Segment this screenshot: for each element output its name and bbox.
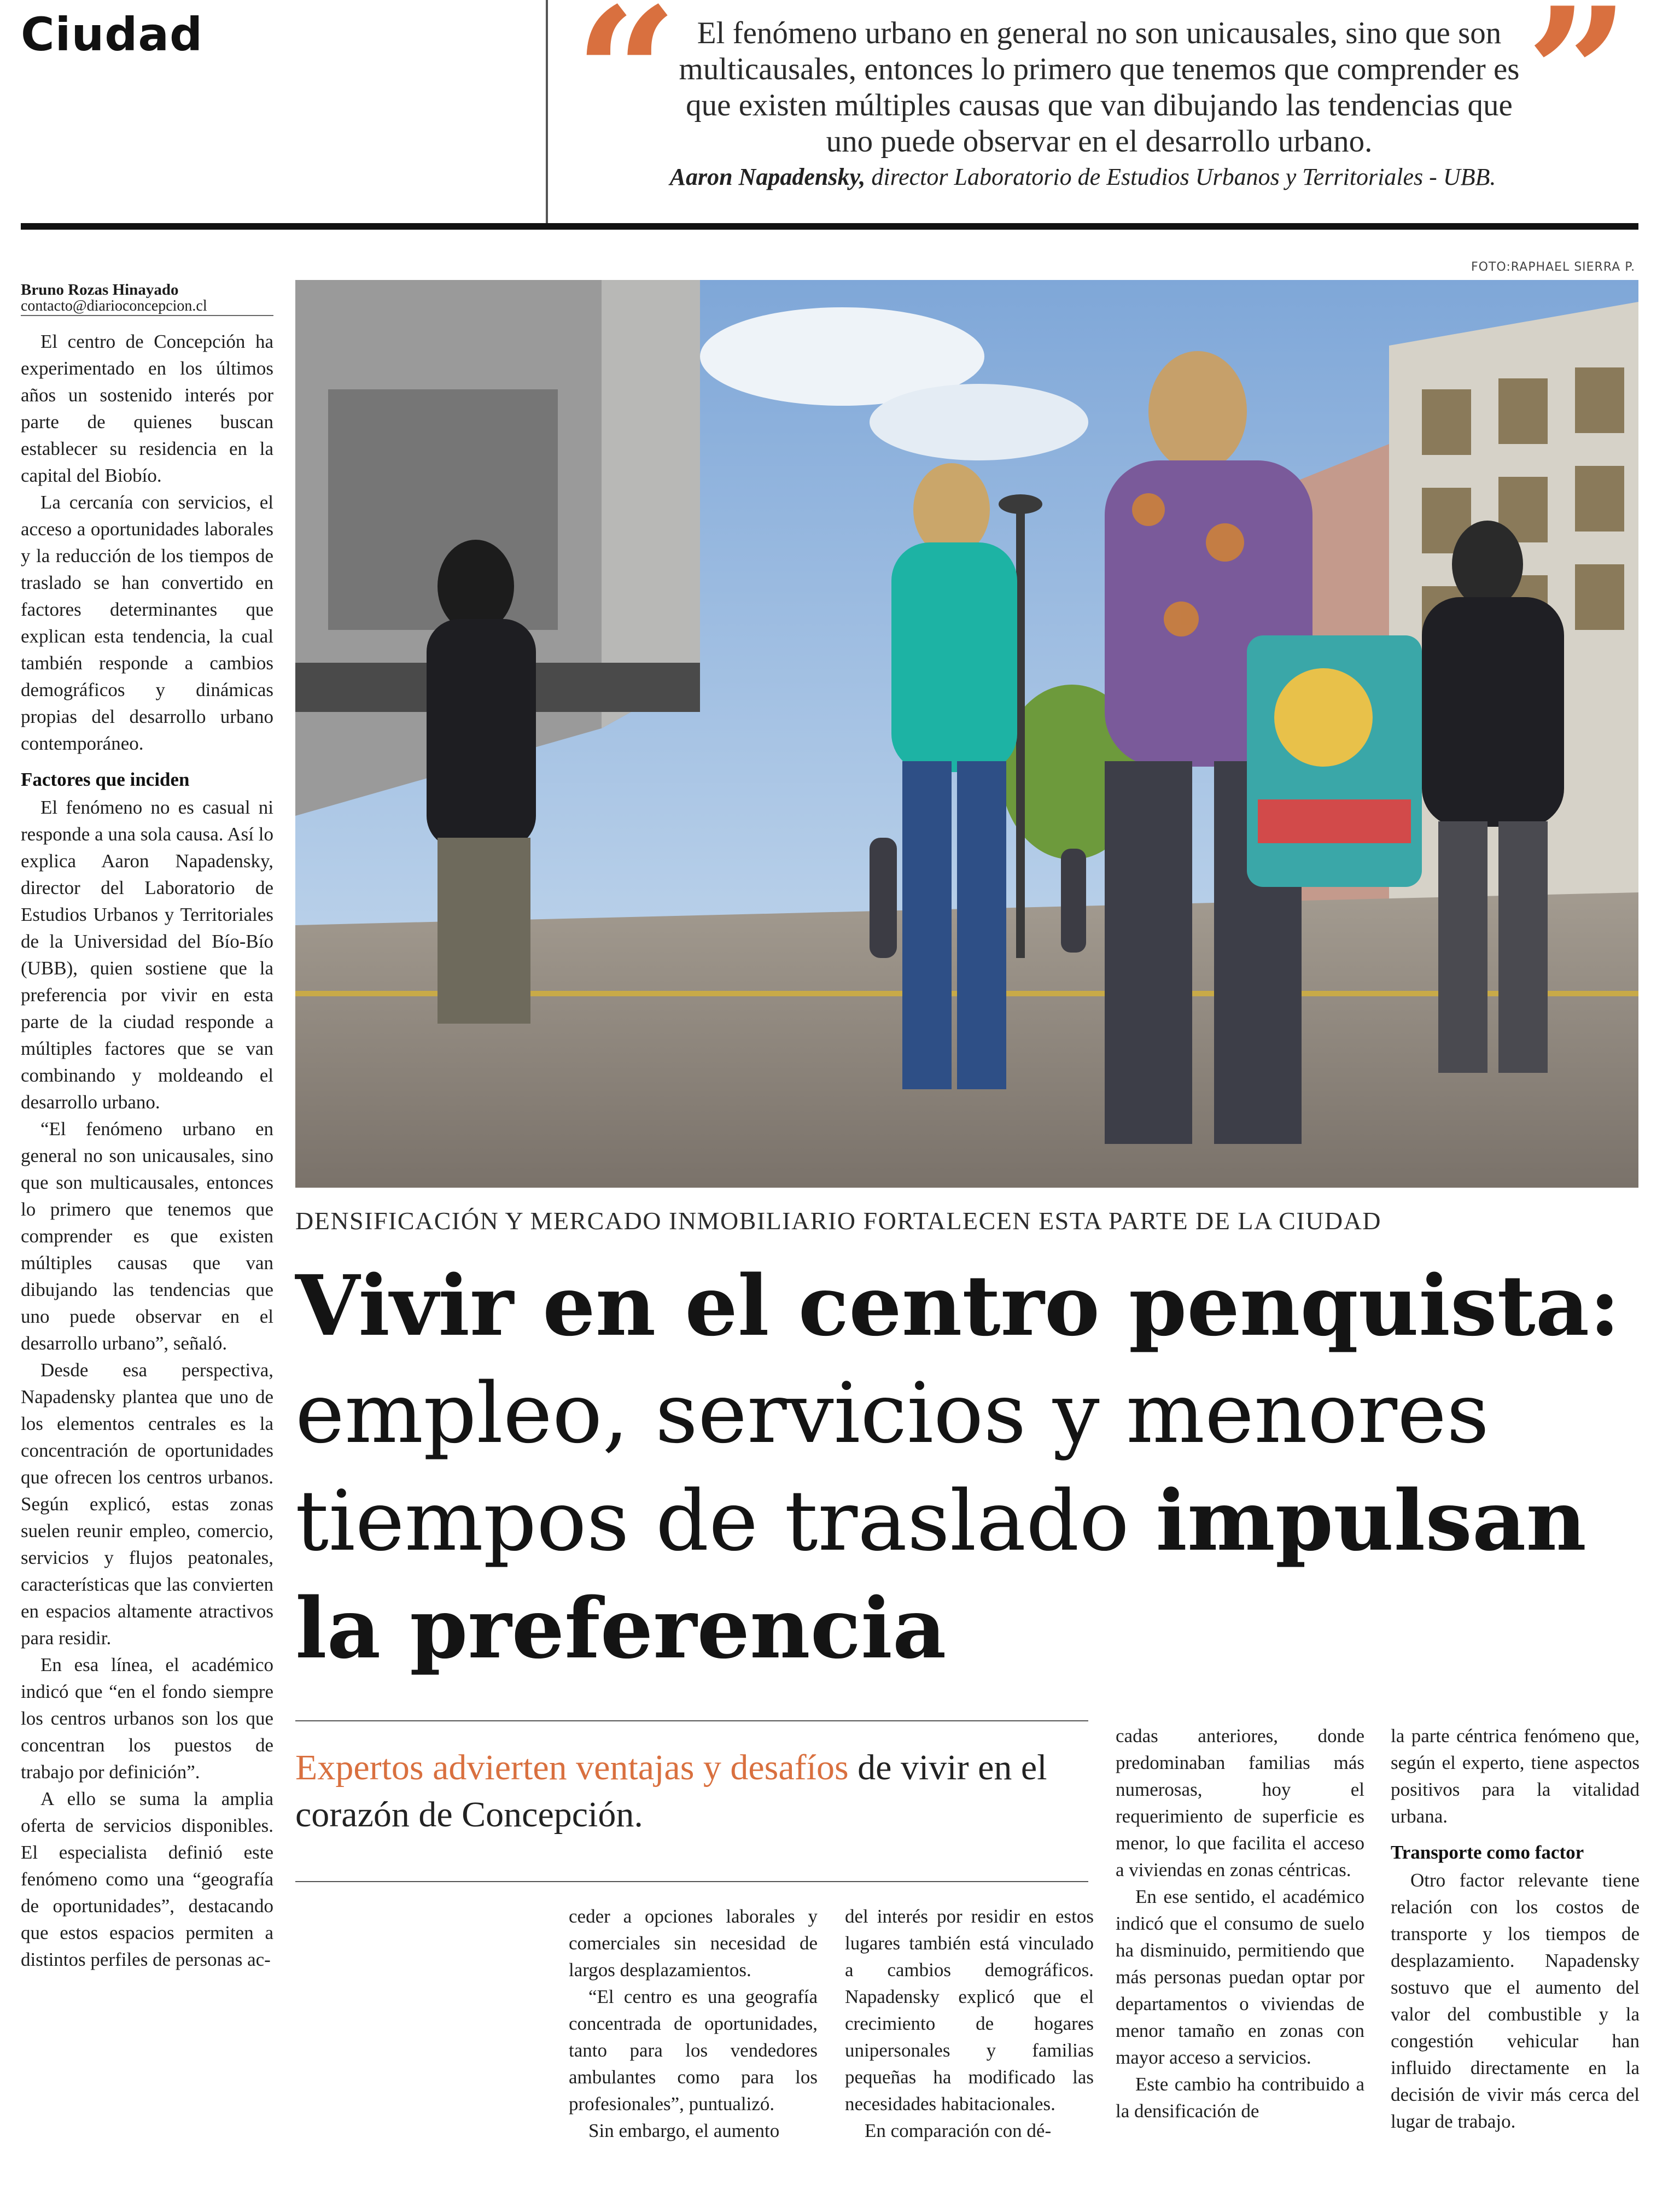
paragraph: Otro factor relevante tiene relación con los costos de transporte y los tiempos de desplazamiento. Napadensky sostuvo que el aumento del valor del combustible y la congestión vehicular han influido directamente en la decisión de vivir más cerca del lugar de trabajo. <box>1391 1870 1640 2132</box>
deck-rest: de vivir en el corazón de Concepción. <box>295 1748 1047 1835</box>
subheading: Factores que inciden <box>21 769 190 790</box>
deck-accent: Expertos advierten ventajas y desafíos <box>295 1748 849 1788</box>
body-column-d <box>1391 1722 1640 2135</box>
open-quote-icon: “ <box>574 0 678 180</box>
body-column-a <box>569 1903 818 2144</box>
headline <box>295 1252 1641 1683</box>
street-scene-illustration <box>295 280 1638 1188</box>
byline-name: Bruno Rozas Hinayado <box>21 281 179 299</box>
deck <box>295 1744 1088 1838</box>
header-divider <box>546 0 548 224</box>
paragraph: del interés por residir en estos lugares también está vinculado a cambios demográficos. Napadensky explicó que el crecimiento de hogares unipersonales y familias pequeñas ha modificado las necesidades habitacionales. <box>845 1906 1094 2115</box>
headline-part-1: Vivir en el centro penquista: <box>295 1257 1620 1354</box>
quote-author: Aaron Napadensky, <box>669 163 866 190</box>
street-photo <box>295 280 1638 1188</box>
deck-rule-bottom <box>295 1881 1088 1882</box>
left-column <box>21 328 273 1973</box>
quote-attribution <box>645 163 1520 191</box>
kicker: DENSIFICACIÓN Y MERCADO INMOBILIARIO FORTALECEN ESTA PARTE DE LA CIUDAD <box>295 1207 1382 1235</box>
body-column-b <box>845 1903 1094 2144</box>
paragraph: Sin embargo, el aumento <box>588 2120 780 2141</box>
header-rule <box>21 223 1638 230</box>
headline-part-3: impulsan la preferencia <box>295 1471 1586 1677</box>
subheading: Transporte como factor <box>1391 1842 1584 1863</box>
paragraph: En esa línea, el académico indicó que “en el fondo siempre los centros urbanos son los que concentran los puestos de trabajo por definición”. <box>21 1654 273 1783</box>
paragraph: En comparación con dé- <box>865 2120 1052 2141</box>
photo-credit: FOTO:RAPHAEL SIERRA P. <box>1471 260 1636 274</box>
paragraph: la parte céntrica fenómeno que, según el experto, tiene aspectos positivos para la vitalidad urbana. <box>1391 1725 1640 1827</box>
close-quote-icon: ” <box>1526 0 1630 180</box>
paragraph: cadas anteriores, donde predominaban familias más numerosas, hoy el requerimiento de superficie es menor, lo que facilita el acceso a viviendas en zonas céntricas. <box>1116 1725 1364 1880</box>
body-column-c <box>1116 1722 1364 2124</box>
byline-rule <box>21 315 273 316</box>
paragraph: “El fenómeno urbano en general no son unicausales, sino que son multicausales, entonces lo primero que tenemos que comprender es que existen múltiples causas que van dibujando las tendencias que uno puede observar en el desarrollo urbano”, señaló. <box>21 1118 273 1354</box>
deck-rule-top <box>295 1720 1088 1721</box>
pull-quote: El fenómeno urbano en general no son unicausales, sino que son multicausales, entonces lo primero que tenemos que comprender es que existen múltiples causas que van dibujando las tendencias que uno puede observar en el desarrollo urbano. <box>679 16 1520 159</box>
paragraph: El centro de Concepción ha experimentado en los últimos años un sostenido interés por parte de quienes buscan establecer su residencia en la capital del Biobío. <box>21 331 273 486</box>
byline-email[interactable]: contacto@diarioconcepcion.cl <box>21 297 207 314</box>
paragraph: ceder a opciones laborales y comerciales sin necesidad de largos desplazamientos. <box>569 1906 818 1981</box>
paragraph: La cercanía con servicios, el acceso a oportunidades laborales y la reducción de los tiempos de traslado se han convertido en factores determinantes que explican esta tendencia, la cual también responde a cambios demográficos y dinámicas propias del desarrollo urbano contemporáneo. <box>21 492 273 754</box>
section-label: Ciudad <box>21 8 203 61</box>
paragraph: Desde esa perspectiva, Napadensky plantea que uno de los elementos centrales es la concentración de oportunidades que ofrecen los centros urbanos. Según explicó, estas zonas suelen reunir empleo, comercio, servicios y flujos peatonales, características que las convierten en espacios altamente atractivos para residir. <box>21 1359 273 1649</box>
paragraph: “El centro es una geografía concentrada de oportunidades, tanto para los vendedores ambulantes como para los profesionales”, puntualizó. <box>569 1986 818 2115</box>
paragraph: A ello se suma la amplia oferta de servicios disponibles. El especialista definió este fenómeno como una “geografía de oportunidades”, destacando que estos espacios permiten a distintos perfiles de personas ac- <box>21 1788 273 1970</box>
paragraph: Este cambio ha contribuido a la densificación de <box>1116 2074 1364 2122</box>
headline-part-2: empleo, servicios y menores tiempos de traslado <box>295 1365 1490 1569</box>
paragraph: En ese sentido, el académico indicó que el consumo de suelo ha disminuido, permitiendo que más personas puedan optar por departamentos o viviendas de menor tamaño en zonas con mayor acceso a servicios. <box>1116 1886 1364 2068</box>
paragraph: El fenómeno no es casual ni responde a una sola causa. Así lo explica Aaron Napadensky, director del Laboratorio de Estudios Urbanos y Territoriales de la Universidad del Bío-Bío (UBB), quien sostiene que la preferencia por vivir en esta parte de la ciudad responde a múltiples factores que se van combinando y moldeando el desarrollo urbano. <box>21 797 273 1113</box>
quote-author-role: director Laboratorio de Estudios Urbanos y Territoriales - UBB. <box>865 163 1496 190</box>
